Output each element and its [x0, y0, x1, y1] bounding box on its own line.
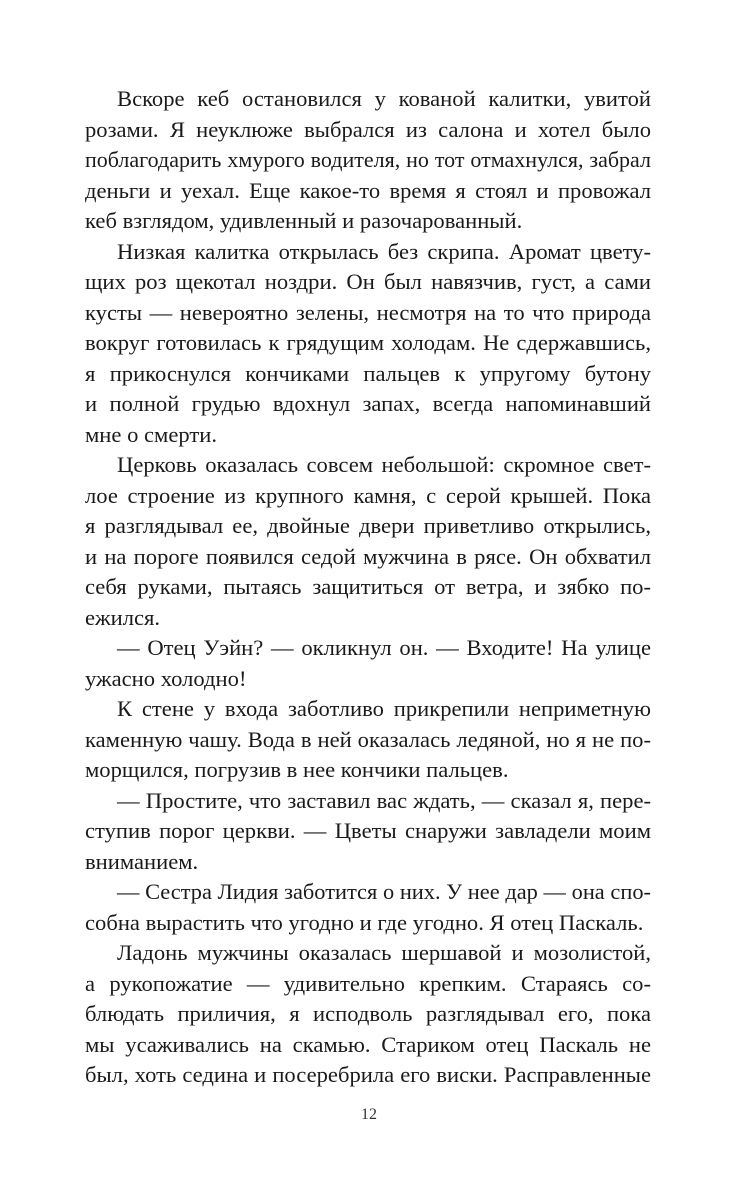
text-line: ужасно холодно! — [85, 665, 247, 691]
text-line: — Простите, что заставил вас ждать, — сказал я, пере- — [117, 787, 651, 813]
text-line: Вскоре кеб остановился у кованой калитки, увитой — [117, 86, 651, 111]
text-line: каменную чашу. Вода в ней оказалась ледяной, но я не по- — [85, 726, 651, 752]
text-line: себя руками, пытаясь защититься от ветра, и зябко по- — [85, 574, 651, 599]
text-line: поблагодарить хмурого водителя, но тот отмахнулся, забрал — [85, 147, 651, 172]
text-line: К стене у входа заботливо прикрепили неприметную — [117, 696, 651, 721]
text-line: морщился, погрузив в нее кончики пальцев. — [85, 757, 509, 782]
text-line: вниманием. — [85, 848, 199, 874]
text-line: — Сестра Лидия заботится о них. У нее дар — она спо- — [117, 879, 651, 904]
text-line: я разглядывал ее, двойные двери приветливо открылись, — [85, 513, 651, 538]
page-number: 12 — [361, 1106, 377, 1123]
text-line: и полной грудью вдохнул запах, всегда напоминавший — [85, 391, 651, 416]
text-line: розами. Я неуклюже выбрался из салона и хотел было — [85, 116, 651, 142]
text-line: Ладонь мужчины оказалась шершавой и мозолистой, — [117, 940, 651, 965]
text-line: Низкая калитка открылась без скрипа. Аромат цвету- — [117, 238, 651, 264]
text-line: собна вырастить что угодно и где угодно. Я отец Паскаль. — [85, 909, 644, 935]
text-line: кусты — невероятно зелены, несмотря на то что природа — [85, 299, 651, 325]
text-line: и на пороге появился седой мужчина в рясе. Он обхватил — [85, 543, 651, 569]
text-line: лое строение из крупного камня, с серой крышей. Пока — [85, 482, 651, 508]
text-line: мы усаживались на скамью. Стариком отец Паскаль не — [85, 1031, 651, 1057]
text-line: щих роз щекотал ноздри. Он был навязчив, густ, а сами — [85, 269, 651, 294]
text-line: я прикоснулся кончиками пальцев к упругому бутону — [85, 360, 651, 386]
text-line: блюдать приличия, я исподволь разглядывал его, пока — [85, 1001, 651, 1026]
text-line: ежился. — [85, 604, 161, 630]
book-page-text — [85, 84, 651, 1091]
text-line: был, хоть седина и посеребрила его виски. Расправленные — [85, 1062, 651, 1087]
text-line: мне о смерти. — [85, 421, 217, 447]
text-line: деньги и уехал. Еще какое-то время я стоял и провожал — [85, 177, 651, 203]
text-line: Церковь оказалась совсем небольшой: скромное свет- — [117, 452, 651, 477]
text-line: кеб взглядом, удивленный и разочарованный. — [85, 208, 523, 233]
text-line: а рукопожатие — удивительно крепким. Стараясь со- — [85, 970, 651, 996]
text-line: — Отец Уэйн? — окликнул он. — Входите! На улице — [117, 635, 651, 660]
text-line: ступив порог церкви. — Цветы снаружи завладели моим — [85, 818, 651, 843]
text-line: вокруг готовилась к грядущим холодам. Не сдержавшись, — [85, 330, 651, 355]
